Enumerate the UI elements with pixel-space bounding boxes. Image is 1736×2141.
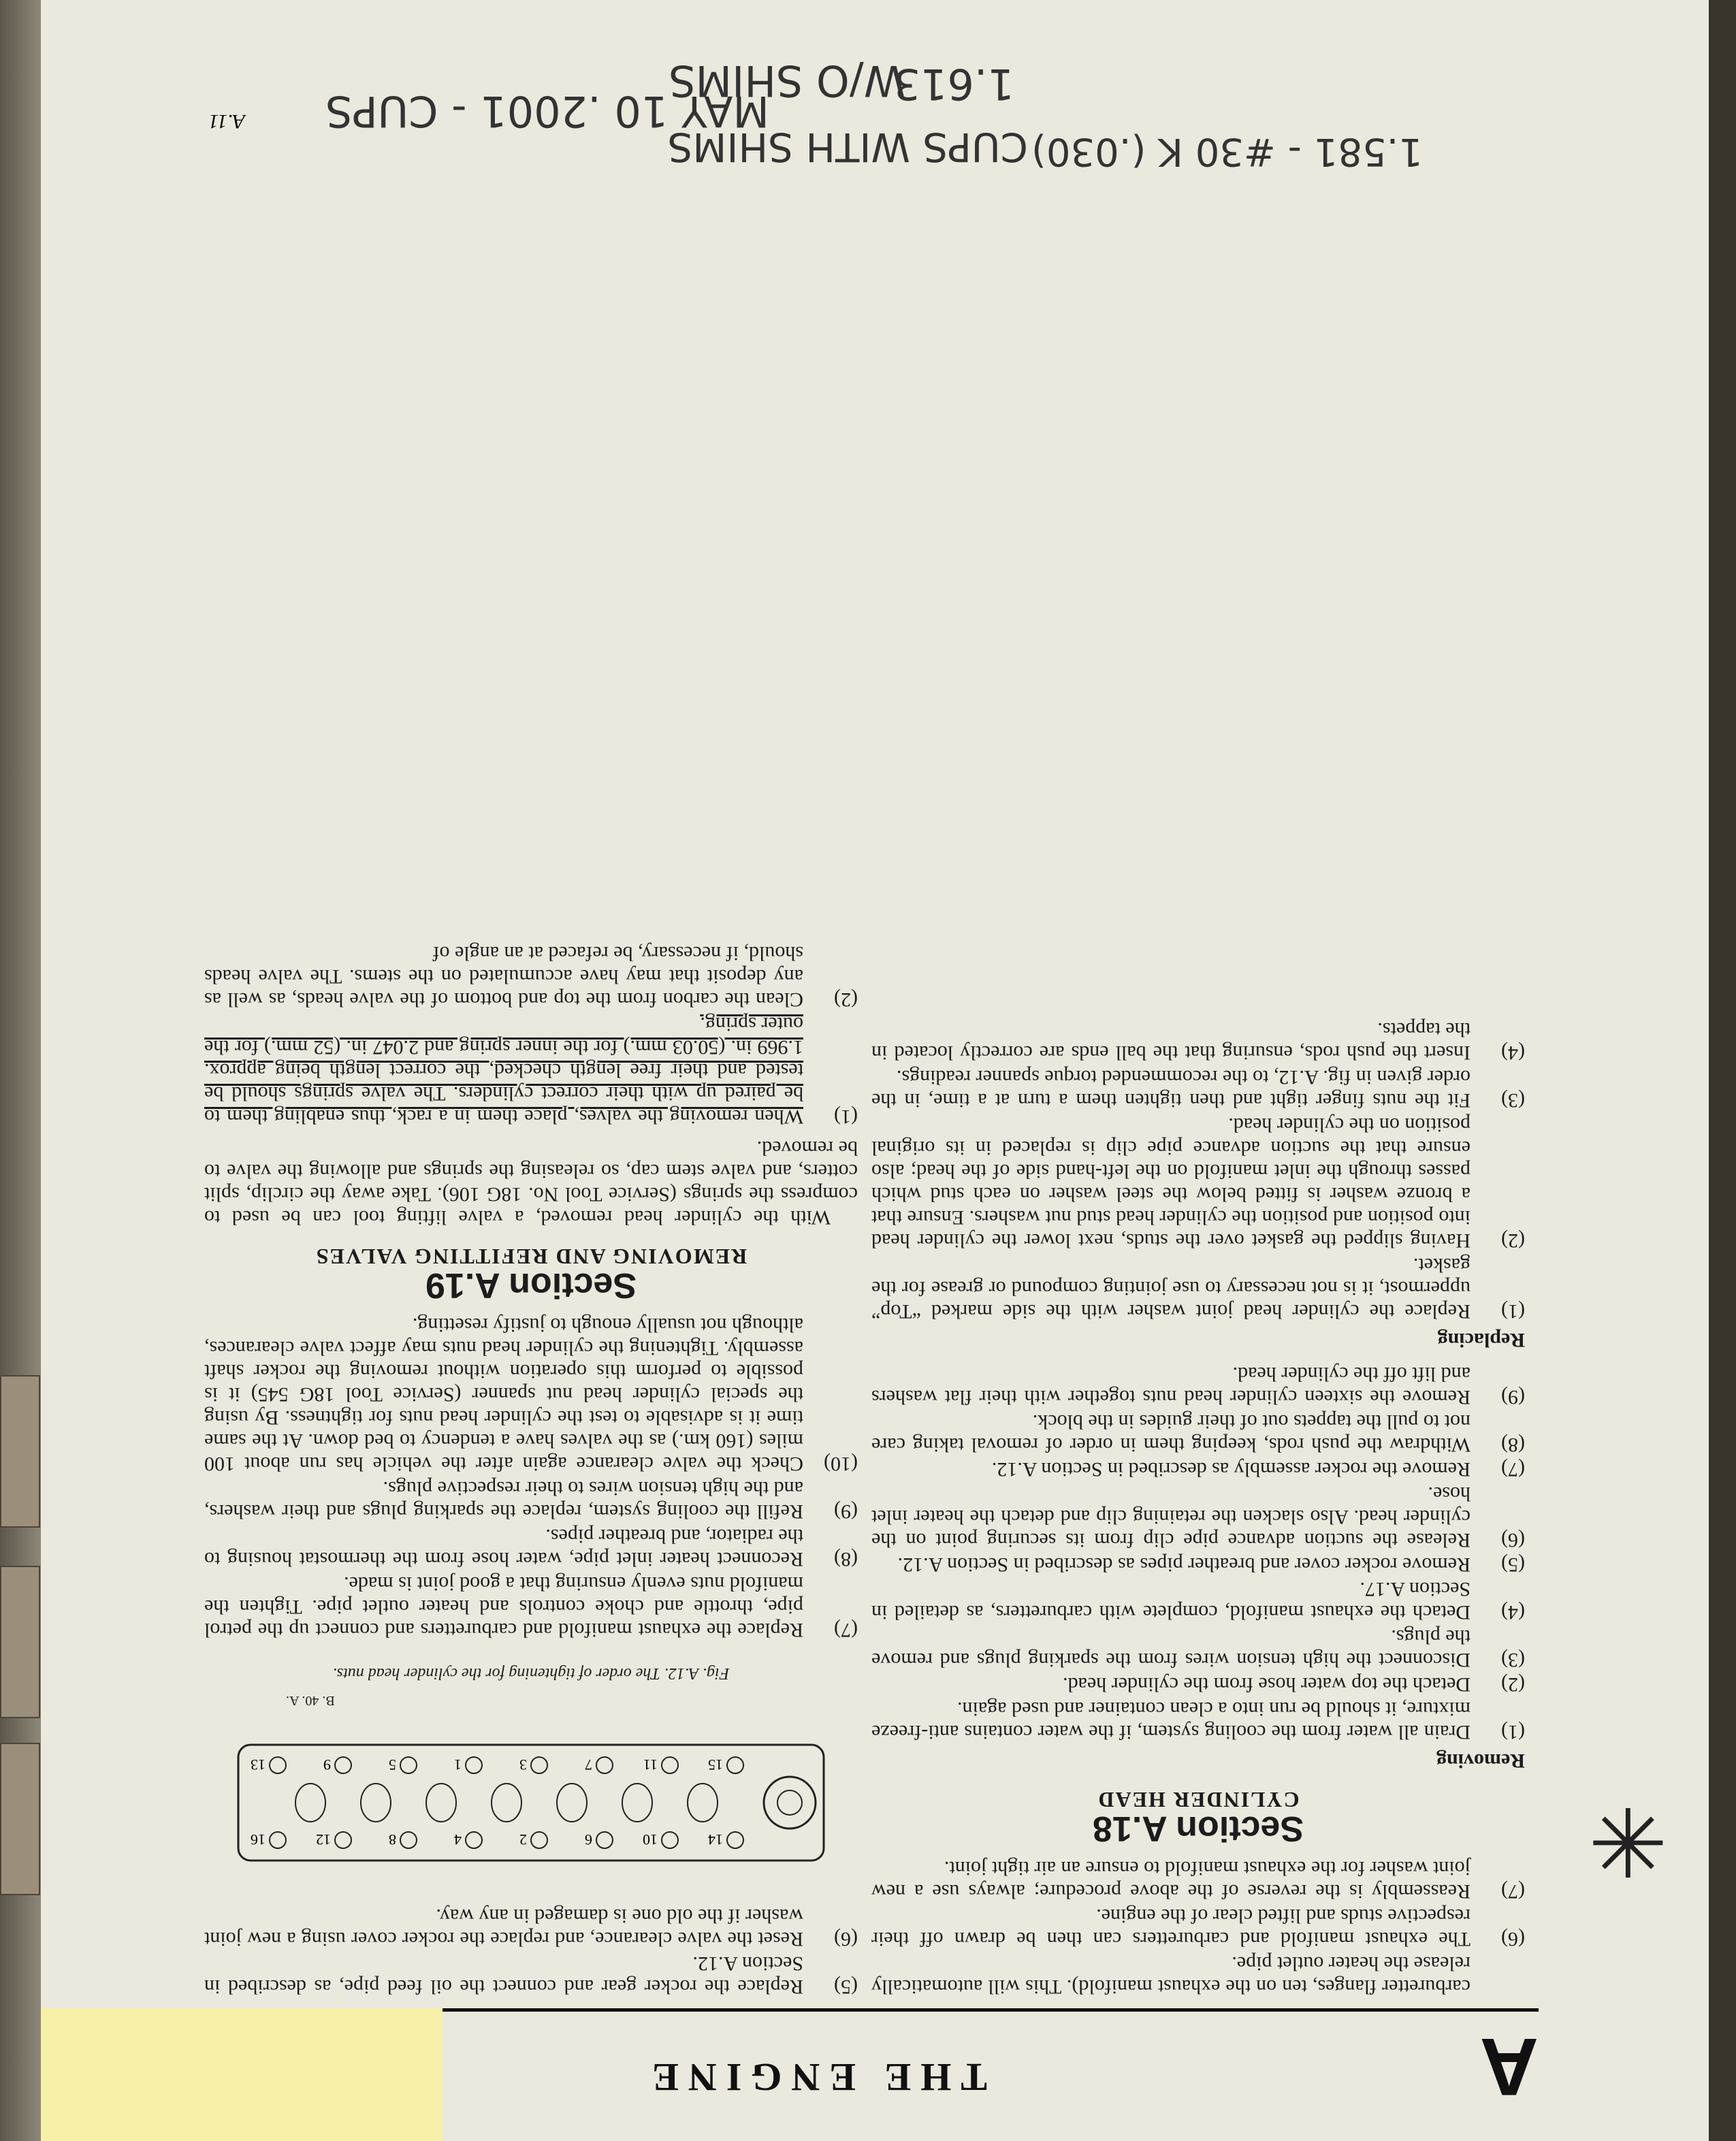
item-text: Replace the cylinder head joint washer with the side marked “Top” uppermost, it is not necessary to use jointing compound or grease for the gasket. — [871, 1254, 1470, 1323]
list-item — [871, 1553, 1525, 1576]
item-number: (3) — [1501, 1649, 1525, 1671]
list-item — [871, 1113, 1525, 1252]
item-text: Reassembly is the reverse of the above procedure; always use a new joint washer for the exhaust manifold to ensure an air tight joint. — [871, 1857, 1470, 1903]
section-a18-subtitle: CYLINDER HEAD — [1097, 1788, 1300, 1812]
list-item — [204, 1952, 858, 1998]
item-number: (2) — [834, 988, 858, 1011]
item-text: Withdraw the push rods, keeping them in order of removal taking care not to pull the tappets out of their guides in the block. — [871, 1411, 1470, 1456]
handwritten-note-4: 1.613 — [893, 59, 1014, 109]
stud-hole — [270, 1757, 286, 1773]
list-item — [204, 1313, 858, 1475]
handwritten-asterisk: ✳ — [1588, 1785, 1668, 1896]
section-a19-intro: With the cylinder head removed, a valve lifting tool can be used to compress the springs (Service Tool No. 18G 106). Take away the circlip, split cotters, and valve stem cap, so releasing the springs and allowing the valve to be removed. — [204, 1137, 858, 1229]
binder-tab — [0, 1375, 40, 1528]
figure-caption: Fig. A.12. The order of tightening for the cylinder head nuts. — [332, 1664, 730, 1682]
item-text: Drain all water from the cooling system, if the water contains anti-freeze mixture, it should be run into a clean container and used again. — [871, 1698, 1470, 1743]
cylinder-head-diagram — [231, 1718, 831, 1888]
page-content-rotated — [20, 0, 1709, 2141]
item-number: (8) — [834, 1548, 858, 1571]
cylinder-head-figure — [231, 1662, 831, 1888]
item-text: Fit the nuts finger tight and then tighten them a turn at a time, in the order given in fig. A.12, to the recommended torque spanner readings. — [871, 1066, 1470, 1112]
item-number: (7) — [1501, 1880, 1525, 1903]
item-number: (3) — [1501, 1089, 1525, 1112]
list-item — [871, 1410, 1525, 1456]
list-item — [871, 1904, 1525, 1950]
item-number: (10) — [824, 1453, 858, 1475]
item-text: Detach the top water hose from the cylinder head. — [1063, 1673, 1470, 1696]
list-item — [871, 1673, 1525, 1696]
item-text: carburetter flanges, ten on the exhaust manifold). This will automatically release the heater outlet pipe. — [871, 1952, 1470, 1998]
item-number: (7) — [834, 1619, 858, 1641]
item-number: (5) — [1501, 1554, 1525, 1576]
item-text: When removing the valves, place them in a rack, thus enabling them to be paired up with their correct cylinders. The valve springs should be tested and their free length checked, the correct length being approx. 1.969 in. (50.03 mm.) for the inner spring and 2.047 in. (52 mm.) for the outer spring. — [204, 1013, 803, 1128]
left-column — [871, 1016, 1525, 1998]
binder-spine — [0, 0, 41, 2141]
list-item — [204, 1904, 858, 1950]
right-column — [204, 940, 858, 1998]
chapter-title: THE ENGINE — [643, 2055, 987, 2099]
stud-hole — [400, 1757, 417, 1773]
stud-hole — [466, 1757, 482, 1773]
handwritten-note-5: 1.581 - #30 K (.030) — [1031, 129, 1423, 174]
stud-order-label: 2 — [519, 1831, 527, 1848]
figure-code: B. 40. A. — [286, 1693, 335, 1708]
stud-order-label: 9 — [323, 1756, 331, 1773]
stud-hole — [466, 1832, 482, 1848]
list-item — [871, 1577, 1525, 1624]
list-item — [871, 1697, 1525, 1743]
item-text: Reconnect heater inlet pipe, water hose from the thermostat housing to the radiator, and breather pipes. — [204, 1525, 803, 1571]
item-number: (6) — [1501, 1529, 1525, 1551]
stud-order-label: 5 — [389, 1756, 396, 1773]
item-number: (1) — [834, 1106, 858, 1128]
list-item — [204, 1524, 858, 1571]
item-number: (4) — [1501, 1601, 1525, 1624]
stud-hole — [727, 1832, 743, 1848]
list-item — [204, 1572, 858, 1641]
item-text: Replace the exhaust manifold and carburetters and connect up the petrol pipe, throttle and choke controls and heater outlet pipe. Tighten the manifold nuts evenly ensuring that a good joint is made. — [204, 1573, 803, 1641]
port-outline — [557, 1784, 587, 1822]
list-item — [871, 1018, 1525, 1064]
item-text: Replace the rocker gear and connect the oil feed pipe, as described in Section A.12. — [204, 1952, 803, 1998]
item-number: (8) — [1501, 1434, 1525, 1456]
item-number — [1470, 1952, 1525, 1998]
chapter-letter: A — [1479, 2021, 1539, 2112]
item-number: (4) — [1501, 1042, 1525, 1064]
item-text: Remove rocker cover and breather pipes as described in Section A.12. — [897, 1554, 1470, 1576]
binder-tab — [0, 1743, 40, 1895]
item-text: The exhaust manifold and carburetters can then be drawn off their respective studs and lifted clear of the engine. — [871, 1905, 1470, 1950]
item-number: (5) — [834, 1976, 858, 1998]
stud-hole — [596, 1757, 613, 1773]
item-number: (2) — [1501, 1229, 1525, 1252]
handwritten-note-2: CUPS WITH SHIMS — [667, 124, 1028, 170]
item-text: Refill the cooling system, replace the sparking plugs and their washers, and the high tension wires to their respective plugs. — [204, 1477, 803, 1523]
item-text: Having slipped the gasket over the studs, next lower the cylinder head into position and position the cylinder head stud nut washers. Ensure that a bronze washer is fitted below the steel washer on each stud which passes through the inlet manifold on the left-hand side of the head; also ensure that the suction advance pipe clip is replaced in its original position on the cylinder head. — [871, 1114, 1470, 1252]
list-item — [871, 1065, 1525, 1112]
list-item — [204, 1012, 858, 1128]
item-text: Clean the carbon from the top and bottom of the valve heads, as well as any deposit that may have accumulated on the stems. The valve heads should, if necessary, be refaced at an angle of — [204, 942, 803, 1011]
item-number: (1) — [1501, 1721, 1525, 1743]
port-outline — [622, 1784, 652, 1822]
handwritten-note-1: MAY 10 .2001 - CUPS — [325, 86, 769, 136]
stud-hole — [400, 1832, 417, 1848]
port-outline — [688, 1784, 718, 1822]
stud-order-label: 1 — [454, 1756, 462, 1773]
stud-hole — [531, 1757, 547, 1773]
item-number: (9) — [1501, 1386, 1525, 1408]
list-item — [204, 1477, 858, 1523]
stud-order-label: 3 — [519, 1756, 527, 1773]
list-item — [871, 1253, 1525, 1323]
item-text: Insert the push rods, ensuring that the ball ends are correctly located in the tappets. — [871, 1018, 1470, 1064]
stud-order-label: 16 — [251, 1831, 266, 1848]
stud-hole — [727, 1757, 743, 1773]
list-item — [204, 941, 858, 1011]
stud-hole — [531, 1832, 547, 1848]
handwritten-note-3: W/O SHIMS — [669, 56, 905, 106]
list-item — [871, 1952, 1525, 1998]
list-item — [871, 1458, 1525, 1481]
item-text: Detach the exhaust manifold, complete with carburetters, as detailed in Section A.17. — [871, 1578, 1470, 1624]
stud-hole — [596, 1832, 613, 1848]
page-number: A.11 — [208, 110, 245, 133]
item-text: Remove the rocker assembly as described in Section A.12. — [991, 1458, 1470, 1481]
stud-order-label: 4 — [454, 1831, 462, 1848]
stud-hole — [335, 1832, 351, 1848]
manual-page — [20, 0, 1709, 2141]
stud-order-label: 11 — [643, 1756, 658, 1773]
section-a19-title: Section A.19 — [425, 1266, 637, 1305]
item-text: Remove the sixteen cylinder head nuts together with their flat washers and lift off the cylinder head. — [871, 1363, 1470, 1408]
stud-order-label: 13 — [251, 1756, 266, 1773]
item-number: (2) — [1501, 1673, 1525, 1696]
stud-hole — [335, 1757, 351, 1773]
stud-order-label: 15 — [708, 1756, 723, 1773]
stud-order-label: 14 — [708, 1831, 723, 1848]
port-outline — [492, 1784, 521, 1822]
section-a18-title: Section A.18 — [1092, 1809, 1304, 1848]
item-number: (6) — [834, 1928, 858, 1950]
item-text: Check the valve clearance again after the vehicle has run about 100 miles (160 km.) as the valves have a tendency to bed down. At the same time it is advisable to test the cylinder head nuts for tightness. By using the special cylinder head nut spanner (Service Tool 18G 545) it is possible to perform this operation without removing the rocker shaft assembly. Tightening the cylinder head nuts may affect valve clearances, although not usually enough to justify resetting. — [204, 1314, 803, 1475]
stud-hole — [270, 1832, 286, 1848]
item-number: (6) — [1501, 1928, 1525, 1950]
stud-hole — [662, 1757, 678, 1773]
list-item — [871, 1625, 1525, 1671]
removing-heading: Removing — [1436, 1750, 1525, 1772]
stud-order-label: 7 — [585, 1756, 592, 1773]
replacing-heading: Replacing — [1437, 1329, 1525, 1351]
item-number: (1) — [1501, 1300, 1525, 1323]
item-number: (9) — [834, 1500, 858, 1523]
list-item — [871, 1856, 1525, 1903]
port-outline — [295, 1784, 325, 1822]
item-text: Release the suction advance pipe clip from its securing point on the cylinder head. Also slacken the retaining clip and detach the heater inlet hose. — [871, 1483, 1470, 1551]
stud-order-label: 10 — [643, 1831, 658, 1848]
item-number: (7) — [1501, 1458, 1525, 1481]
port-outline — [426, 1784, 456, 1822]
sticky-note — [20, 2008, 443, 2141]
list-item — [871, 1482, 1525, 1551]
item-text: Reset the valve clearance, and replace the rocker cover using a new joint washer if the old one is damaged in any way. — [204, 1905, 803, 1950]
section-a19-subtitle: REMOVING AND REFITTING VALVES — [315, 1244, 748, 1269]
stud-order-label: 6 — [585, 1831, 592, 1848]
stud-hole — [662, 1832, 678, 1848]
port-outline — [361, 1784, 391, 1822]
item-text: Disconnect the high tension wires from the sparking plugs and remove the plugs. — [871, 1626, 1470, 1671]
stud-order-label: 8 — [389, 1831, 396, 1848]
binder-tab — [0, 1566, 40, 1718]
list-item — [871, 1362, 1525, 1408]
stud-order-label: 12 — [316, 1831, 331, 1848]
